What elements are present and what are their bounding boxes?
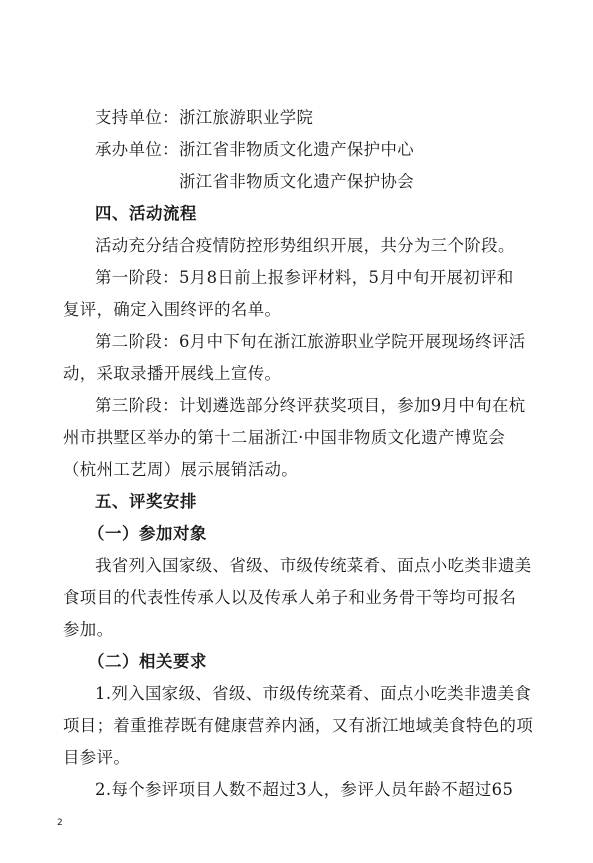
paragraph-line: 2.每个参评项目人数不超过3人，参评人员年龄不超过65: [95, 780, 514, 799]
paragraph-line: 活动充分结合疫情防控形势组织开展，共分为三个阶段。: [95, 236, 515, 255]
page-number: 2: [57, 818, 63, 828]
organizer-unit-line-2: 浙江省非物质文化遗产保护协会: [179, 172, 415, 191]
paragraph-line: 1.列入国家级、省级、市级传统菜肴、面点小吃类非遗美食: [95, 684, 532, 703]
paragraph-line: 州市拱墅区举办的第十二届浙江·中国非物质文化遗产博览会: [63, 428, 506, 447]
support-unit-line: 支持单位：浙江旅游职业学院: [95, 108, 314, 127]
paragraph-line: 食项目的代表性传承人以及传承人弟子和业务骨干等均可报名: [63, 588, 517, 607]
paragraph-line: 参加。: [63, 620, 114, 639]
paragraph-line: 我省列入国家级、省级、市级传统菜肴、面点小吃类非遗美: [95, 556, 532, 575]
section-heading-activity-process: 四、活动流程: [95, 204, 197, 223]
subsection-heading-requirements: （二）相关要求: [88, 652, 207, 671]
paragraph-line: 复评，确定入围终评的名单。: [63, 300, 282, 319]
paragraph-line: 动，采取录播开展线上宣传。: [63, 364, 282, 383]
subsection-heading-participants: （一）参加对象: [88, 524, 207, 543]
paragraph-line: （杭州工艺周）展示展销活动。: [63, 460, 299, 479]
paragraph-line: 第三阶段：计划遴选部分终评获奖项目，参加9月中旬在杭: [95, 396, 526, 415]
section-heading-award-arrangement: 五、评奖安排: [95, 492, 197, 511]
paragraph-line: 目参评。: [63, 748, 131, 767]
paragraph-line: 第一阶段：5月8日前上报参评材料，5月中旬开展初评和: [95, 268, 514, 287]
paragraph-line: 项目；着重推荐既有健康营养内涵，又有浙江地域美食特色的项: [63, 716, 534, 735]
paragraph-line: 第二阶段：6月中下旬在浙江旅游职业学院开展现场终评活: [95, 332, 526, 351]
organizer-unit-line: 承办单位：浙江省非物质文化遗产保护中心: [95, 140, 415, 159]
